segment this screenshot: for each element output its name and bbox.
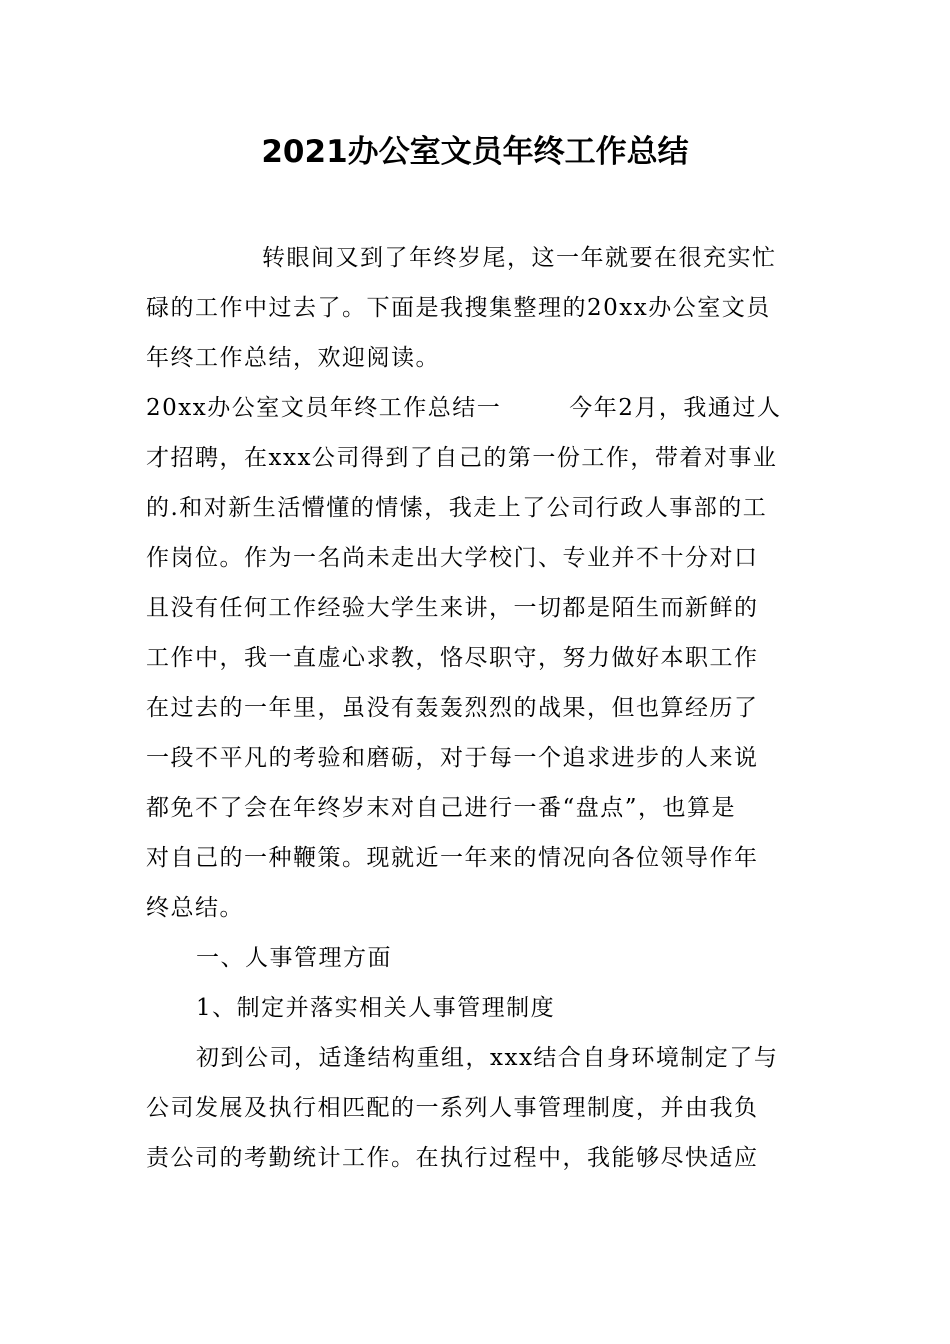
subheading-personnel: 一、人事管理方面: [196, 945, 392, 971]
section-heading-line: [146, 391, 806, 425]
paragraph-line: 才招聘，在xxx公司得到了自己的第一份工作，带着对事业: [146, 445, 778, 471]
paragraph-line: 对自己的一种鞭策。现就近一年来的情况向各位领导作年: [146, 845, 759, 871]
paragraph-line: 责公司的考勤统计工作。在执行过程中，我能够尽快适应: [146, 1145, 759, 1171]
paragraph-line: 的.和对新生活懵懂的情愫，我走上了公司行政人事部的工: [146, 495, 768, 521]
paragraph-line: 年终工作总结，欢迎阅读。: [146, 345, 440, 371]
subheading-rules: 1、制定并落实相关人事管理制度: [196, 995, 556, 1021]
paragraph-line: 在过去的一年里，虽没有轰轰烈烈的战果，但也算经历了: [146, 695, 759, 721]
paragraph-line: 终总结。: [146, 895, 244, 921]
paragraph-line: 都免不了会在年终岁末对自己进行一番“盘点”，也算是: [146, 795, 737, 821]
paragraph-line: 碌的工作中过去了。下面是我搜集整理的20xx办公室文员: [146, 295, 771, 321]
paragraph-line: 转眼间又到了年终岁尾，这一年就要在很充实忙: [262, 245, 777, 271]
section-heading: 20xx办公室文员年终工作总结一: [146, 395, 502, 421]
paragraph-line: 且没有任何工作经验大学生来讲，一切都是陌生而新鲜的: [146, 595, 759, 621]
paragraph-line: 工作中，我一直虚心求教，恪尽职守，努力做好本职工作: [146, 645, 759, 671]
paragraph-line: 公司发展及执行相匹配的一系列人事管理制度，并由我负: [146, 1095, 759, 1121]
paragraph-line: 一段不平凡的考验和磨砺，对于每一个追求进步的人来说: [146, 745, 759, 771]
document-title: 2021办公室文员年终工作总结: [261, 134, 689, 170]
paragraph-start: 今年2月，我通过人: [569, 395, 782, 421]
paragraph-line: 初到公司，适逢结构重组，xxx结合自身环境制定了与: [196, 1045, 779, 1071]
paragraph-line: 作岗位。作为一名尚未走出大学校门、专业并不十分对口: [146, 545, 759, 571]
